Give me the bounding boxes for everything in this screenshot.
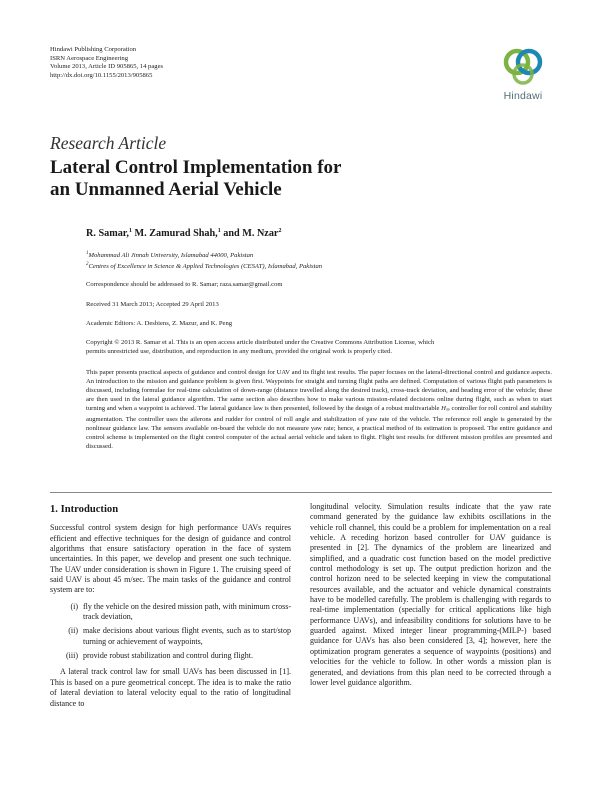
publisher-info (50, 46, 163, 80)
intro-paragraph-3: longitudinal velocity. Simulation results indicate that the yaw rate command generated by the guidance law exhibits oscillations in the vehicle roll channel, this could be a problem for implementation on a real vehicle. A receding horizon based controller for UAV guidance is presented in [2]. The dynamics of the problem are linearized and simplified, and a quadratic cost function based on the model predictive control methodology is set up. The output prediction horizon and the control horizon need to be selected keeping in view the computational resources available, and the actuator and vehicle dynamical constraints have to be modelled carefully. The problem is challenging with regards to real-time implementation (specially for critical applications like high performance UAVs), and infeasibility conditions for solutions have to be guarded against. Mixed integer linear programming-(MILP-) based guidance for UAVs has also been considered [3, 4]; however, here the optimization program generates a sequence of waypoints (positions) and velocities for the vehicle to follow. In other words a mission plan is generated, and deviations from this plan need to be corrected through a lower level guidance algorithm. (310, 502, 551, 687)
affiliation-1-text: Mohammad Ali Jinnah University, Islamabad 44000, Pakistan (88, 252, 254, 260)
volume-info: Volume 2013, Article ID 905865, 14 pages (50, 63, 164, 71)
affiliation-2-sup: 2 (86, 262, 89, 268)
h-infinity-symbol: H (441, 405, 446, 413)
list-item-number: (ii) (68, 626, 78, 636)
copyright-notice (86, 338, 552, 356)
column-left (50, 505, 291, 709)
list-item (50, 651, 291, 661)
author-1-affil: 1 (128, 228, 132, 234)
list-item (50, 626, 291, 647)
abstract-part-1: This paper presents practical aspects of guidance and control design for UAV and its flight test results. The paper focuses on the lateral-directional control and guidance aspects. An introduction to the mission and guidance problem is given first. Waypoints for straight and turning flight paths are defined. Computation of various flight path parameters is discussed, including formulae for real-time calculation of down-range (distance travelled along the desired track), cross-track deviation, and heading error of the vehicle; these are then used in the lateral guidance algorithm. The same section also describes how to make various mission-related decisions online during flight, such as when to start turning and when a waypoint is achieved. The lateral guidance law is then presented, followed by the design of a robust multivariable (86, 369, 552, 413)
author-2: M. Zamurad Shah, (134, 228, 218, 239)
author-1: R. Samar, (86, 228, 129, 239)
list-item-text: fly the vehicle on the desired mission path, with minimum cross-track deviation, (83, 601, 291, 622)
affiliation-2 (86, 260, 552, 271)
hindawi-logo (497, 46, 549, 104)
academic-editors: Academic Editors: A. Desbiens, Z. Mazur, and K. Peng (86, 320, 233, 327)
hindawi-logo-text: Hindawi (503, 90, 543, 102)
abstract (86, 368, 552, 451)
list-item-text: provide robust stabilization and control during flight. (83, 651, 253, 661)
publisher-name: Hindawi Publishing Corporation (50, 46, 137, 53)
copyright-line-2: permits unrestricted use, distribution, and reproduction in any medium, provided the original work is properly cited. (86, 348, 392, 355)
h-infinity-subscript: ∞ (445, 407, 450, 414)
list-item-number: (iii) (66, 651, 78, 661)
affiliations (86, 249, 552, 271)
copyright-line-1: Copyright © 2013 R. Samar et al. This is an open access article distributed under the Creative Commons Attribution License, which (86, 339, 435, 346)
author-2-affil: 1 (217, 228, 221, 234)
abstract-part-2: controller for roll control and stability augmentation. The controller uses the ailerons and rudder for control of roll angle and stabilization of yaw rate of the vehicle. The reference roll angle is generated by the nonlinear guidance law. The sensors available on-board the vehicle do not measure yaw rate; hence, a practical method of its estimation is proposed. The entire guidance and control scheme is implemented on the flight control computer of the actual aerial vehicle and taken to flight. Flight test results for different mission profiles are presented and discussed. (86, 405, 552, 451)
intro-paragraph-1: Successful control system design for high performance UAVs requires efficient and effective techniques for the design of guidance and control algorithms that ensure satisfactory operation in the face of system uncertainties. In this paper, we develop and present one such technique. The UAV under consideration is shown in Figure 1. The cruising speed of said UAV is about 45 m/sec. The main tasks of the guidance and control system are to: (50, 523, 291, 595)
correspondence: Correspondence should be addressed to R. Samar; raza.samar@gmail.com (86, 281, 283, 288)
affiliation-1 (86, 249, 552, 260)
author-and: and (223, 228, 240, 239)
author-3: M. Nzar (242, 228, 279, 239)
list-item (50, 602, 291, 623)
section-divider (50, 492, 552, 493)
authors (86, 228, 552, 239)
affiliation-1-sup: 1 (86, 251, 89, 256)
list-item-number: (i) (70, 601, 78, 611)
column-right (310, 502, 551, 688)
section-heading: 1. Introduction (50, 504, 119, 515)
intro-paragraph-2: A lateral track control law for small UAVs has been discussed in [1]. This is based on a pure geometrical concept. The idea is to make the ratio of lateral deviation to lateral velocity equal to the ratio of longitudinal distance to (50, 667, 291, 708)
author-3-affil: 2 (278, 228, 282, 234)
affiliation-2-text: Centres of Excellence in Science & Applied Technologies (CESAT), Islamabad, Pakistan (88, 263, 323, 271)
list-item-text: make decisions about various flight events, such as to start/stop turning or achievement of waypoints, (83, 626, 291, 646)
task-list (50, 602, 291, 662)
title-line-2: an Unmanned Aerial Vehicle (50, 178, 282, 200)
journal-name: ISRN Aerospace Engineering (50, 54, 129, 62)
title-line-1: Lateral Control Implementation for (50, 157, 342, 178)
hindawi-logo-icon (501, 46, 545, 86)
doi-link[interactable]: http://dx.doi.org/10.1155/2013/905865 (50, 71, 153, 79)
article-type: Research Article (50, 133, 167, 153)
paper-title (50, 157, 341, 200)
received-dates: Received 31 March 2013; Accepted 29 April 2013 (86, 301, 219, 308)
